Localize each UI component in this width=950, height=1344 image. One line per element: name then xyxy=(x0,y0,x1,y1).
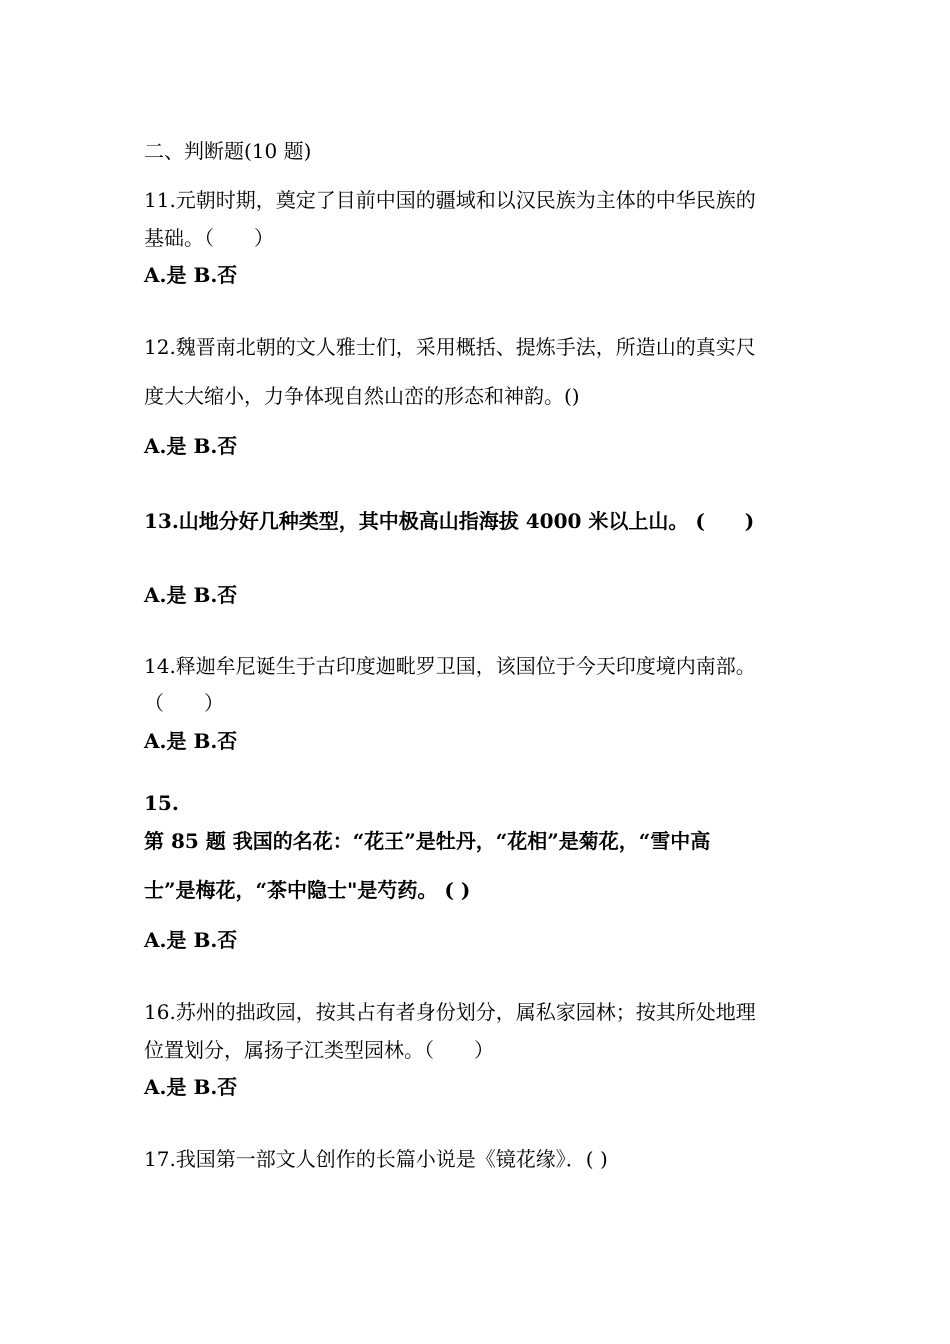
answer-options: A.是 B.否 xyxy=(144,263,238,287)
question-text-line: 14.释迦牟尼诞生于古印度迦毗罗卫国，该国位于今天印度境内南部。 xyxy=(144,654,756,678)
question-text-line: 13.山地分好几种类型，其中极高山指海拔 4000 米以上山。 ( ) xyxy=(144,509,755,533)
question-text-line: （ ） xyxy=(144,691,224,715)
question-text-line: 士”是梅花，“茶中隐士"是芍药。 ( ) xyxy=(144,878,471,902)
section-title: 二、判断题(10 题) xyxy=(144,139,312,163)
question-text-line: 12.魏晋南北朝的文人雅士们，采用概括、提炼手法，所造山的真实尺 xyxy=(144,335,756,359)
question-text-line: 度大大缩小，力争体现自然山峦的形态和神韵。() xyxy=(144,384,580,408)
question-text-line: 位置划分，属扬子江类型园林。（ ） xyxy=(144,1038,494,1062)
question-number: 15. xyxy=(144,791,179,815)
answer-options: A.是 B.否 xyxy=(144,1075,238,1099)
answer-options: A.是 B.否 xyxy=(144,583,238,607)
question-text-line: 11.元朝时期，奠定了目前中国的疆域和以汉民族为主体的中华民族的 xyxy=(144,188,756,212)
answer-options: A.是 B.否 xyxy=(144,434,238,458)
question-text-line: 17.我国第一部文人创作的长篇小说是《镜花缘》．( ) xyxy=(144,1147,608,1171)
question-text-line: 基础。（ ） xyxy=(144,226,274,250)
answer-options: A.是 B.否 xyxy=(144,729,238,753)
question-text-line: 第 85 题 我国的名花：“花王”是牡丹，“花相”是菊花，“雪中高 xyxy=(144,829,711,853)
answer-options: A.是 B.否 xyxy=(144,928,238,952)
question-text-line: 16.苏州的拙政园，按其占有者身份划分，属私家园林；按其所处地理 xyxy=(144,1000,756,1024)
